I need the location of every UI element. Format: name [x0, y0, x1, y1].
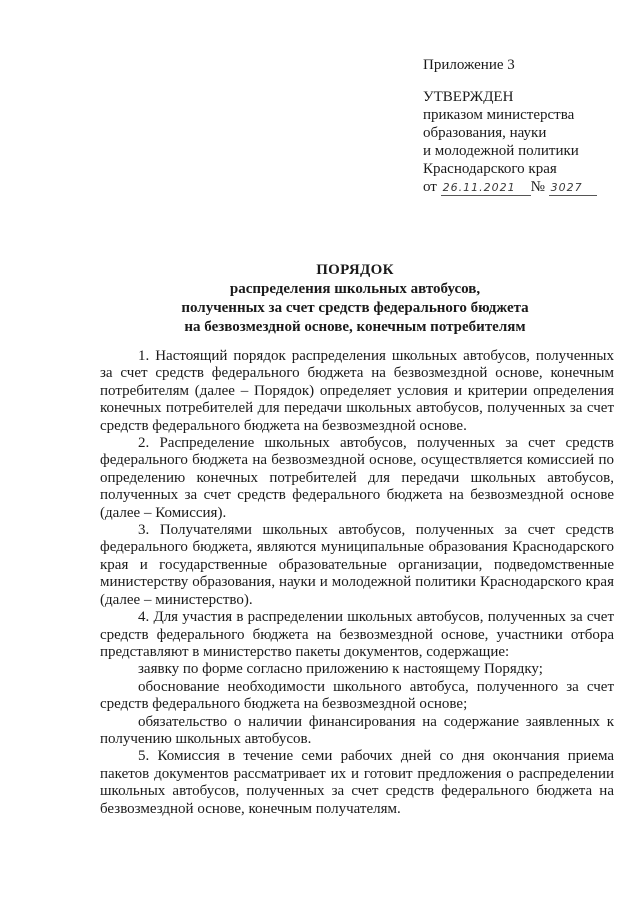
paragraph: 1. Настоящий порядок распределения школьных автобусов, полученных за счет средств федерального бюджета на безвозмездной основе, конечным потребителям (далее – Порядок) определяет условия и критерии определения конечных потребителей для передачи школьных автобусов, полученных за счет средств федерального бюджета на безвозмездной основе. [100, 348, 614, 434]
paragraph: 5. Комиссия в течение семи рабочих дней со дня окончания приема пакетов документов рассматривает их и готовит предложения о распределении школьных автобусов, полученных за счет средств федерального бюджета на безвозмездной основе, конечным получателям. [100, 748, 614, 817]
document-heading [100, 261, 610, 337]
paragraph: обязательство о наличии финансирования на содержание заявленных к получению школьных автобусов. [100, 713, 614, 747]
approval-line: и молодежной политики [423, 143, 579, 159]
handwritten-date: 26.11.2021 [441, 181, 531, 196]
number-prefix: № [530, 179, 545, 195]
title-line: полученных за счет средств федерального бюджета [181, 300, 529, 316]
order-date-number [423, 178, 597, 196]
document-title: ПОРЯДОК [316, 262, 394, 278]
title-line: распределения школьных автобусов, [229, 281, 481, 297]
approval-line: приказом министерства [423, 107, 575, 123]
approval-line: образования, науки [423, 125, 547, 141]
paragraph: 3. Получателями школьных автобусов, полученных за счет средств федерального бюджета, являются муниципальные образования Краснодарского края и государственные образовательные организации, подведомственные министерству образования, науки и молодежной политики Краснодарского края (далее – министерство). [100, 522, 614, 608]
paragraph: 4. Для участия в распределении школьных автобусов, полученных за счет средств федерального бюджета на безвозмездной основе, участники отбора представляют в министерство пакеты документов, содержащие: [100, 609, 614, 660]
paragraph: 2. Распределение школьных автобусов, полученных за счет средств федерального бюджета на безвозмездной основе, осуществляется комиссией по определению конечных потребителей для передачи школьных автобусов, полученных за счет средств федерального бюджета на безвозмездной основе (далее – Комиссия). [100, 435, 614, 521]
approved-label: УТВЕРЖДЕН [423, 89, 514, 105]
handwritten-number: 3027 [549, 181, 597, 196]
title-line: на безвозмездной основе, конечным потребителям [184, 319, 526, 335]
approval-line: Краснодарского края [423, 161, 557, 177]
date-prefix: от [423, 179, 437, 195]
document-body [100, 348, 614, 818]
appendix-label: Приложение 3 [423, 57, 515, 73]
paragraph: заявку по форме согласно приложению к настоящему Порядку; [138, 661, 543, 678]
paragraph: обоснование необходимости школьного автобуса, полученного за счет средств федерального бюджета на безвозмездной основе; [100, 678, 614, 713]
approval-block [423, 88, 597, 196]
